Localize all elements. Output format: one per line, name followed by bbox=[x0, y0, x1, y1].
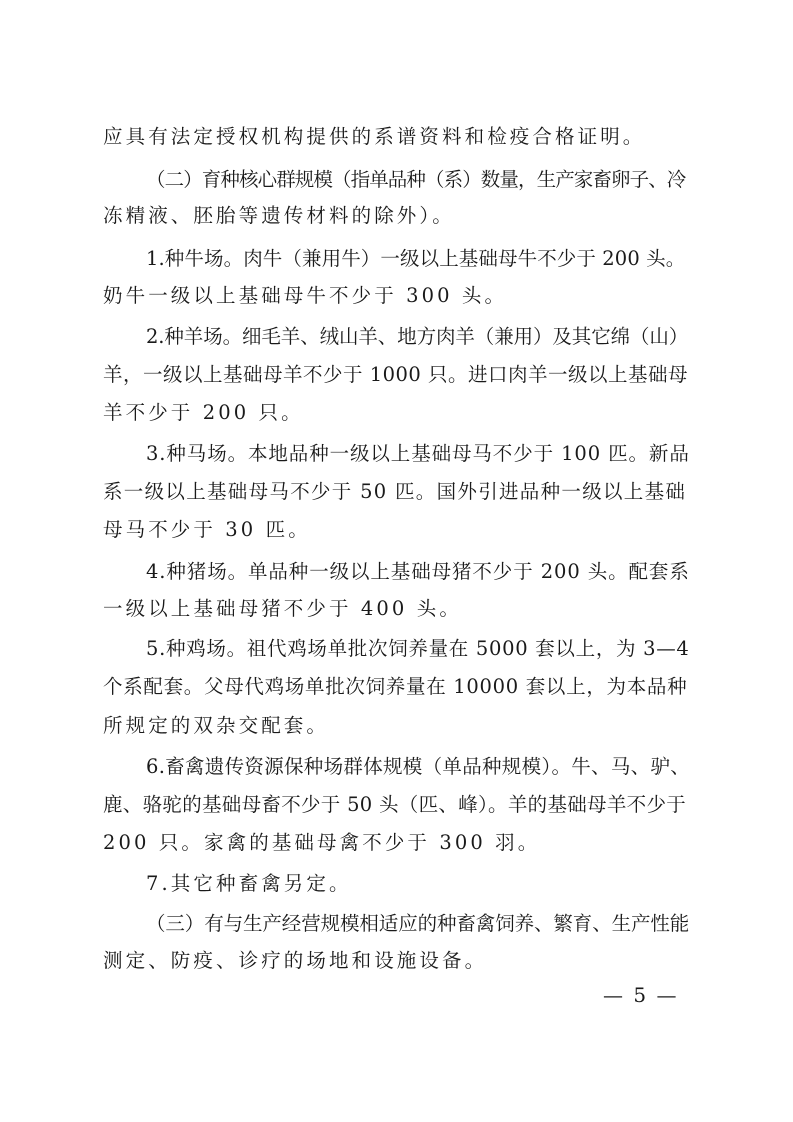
text-line: （三）有与生产经营规模相适应的种畜禽饲养、繁育、生产性能 bbox=[146, 912, 690, 935]
text-line: 200 只。家禽的基础母禽不少于 300 羽。 bbox=[103, 831, 541, 854]
text-line: 鹿、骆驼的基础母畜不少于 50 头（匹、峰）。羊的基础母羊不少于 bbox=[103, 793, 687, 816]
text-line: 7.其它种畜禽另定。 bbox=[146, 872, 352, 895]
text-line: 所规定的双杂交配套。 bbox=[103, 714, 330, 737]
text-line: 6.畜禽遗传资源保种场群体规模（单品种规模）。牛、马、驴、 bbox=[146, 755, 691, 778]
text-line: 应具有法定授权机构提供的系谱资料和检疫合格证明。 bbox=[103, 125, 646, 148]
text-line: 奶牛一级以上基础母牛不少于 300 头。 bbox=[103, 284, 508, 307]
text-line: 1.种牛场。肉牛（兼用牛）一级以上基础母牛不少于 200 头。 bbox=[146, 247, 686, 270]
text-line: 羊，一级以上基础母羊不少于 1000 只。进口肉羊一级以上基础母 bbox=[103, 363, 689, 386]
text-line: 一级以上基础母猪不少于 400 头。 bbox=[103, 597, 462, 620]
text-line: 个系配套。父母代鸡场单批次饲养量在 10000 套以上，为本品种 bbox=[103, 675, 688, 698]
text-line: （二）育种核心群规模（指单品种（系）数量，生产家畜卵子、冷 bbox=[146, 168, 686, 191]
text-line: 2.种羊场。细毛羊、绒山羊、地方肉羊（兼用）及其它绵（山） bbox=[146, 325, 689, 348]
text-line: 冻精液、胚胎等遗传材料的除外）。 bbox=[103, 204, 455, 227]
text-line: 5.种鸡场。祖代鸡场单批次饲养量在 5000 套以上，为 3—4 bbox=[146, 637, 690, 660]
text-line: 4.种猪场。单品种一级以上基础母猪不少于 200 头。配套系 bbox=[146, 560, 690, 583]
text-line: 3.种马场。本地品种一级以上基础母马不少于 100 匹。新品 bbox=[146, 442, 690, 465]
text-line: 母马不少于 30 匹。 bbox=[103, 518, 311, 541]
page-number: — 5 — bbox=[603, 983, 679, 1007]
text-line: 测定、防疫、诊疗的场地和设施设备。 bbox=[103, 949, 488, 972]
text-line: 羊不少于 200 只。 bbox=[103, 401, 304, 424]
text-line: 系一级以上基础母马不少于 50 匹。国外引进品种一级以上基础 bbox=[103, 480, 687, 503]
